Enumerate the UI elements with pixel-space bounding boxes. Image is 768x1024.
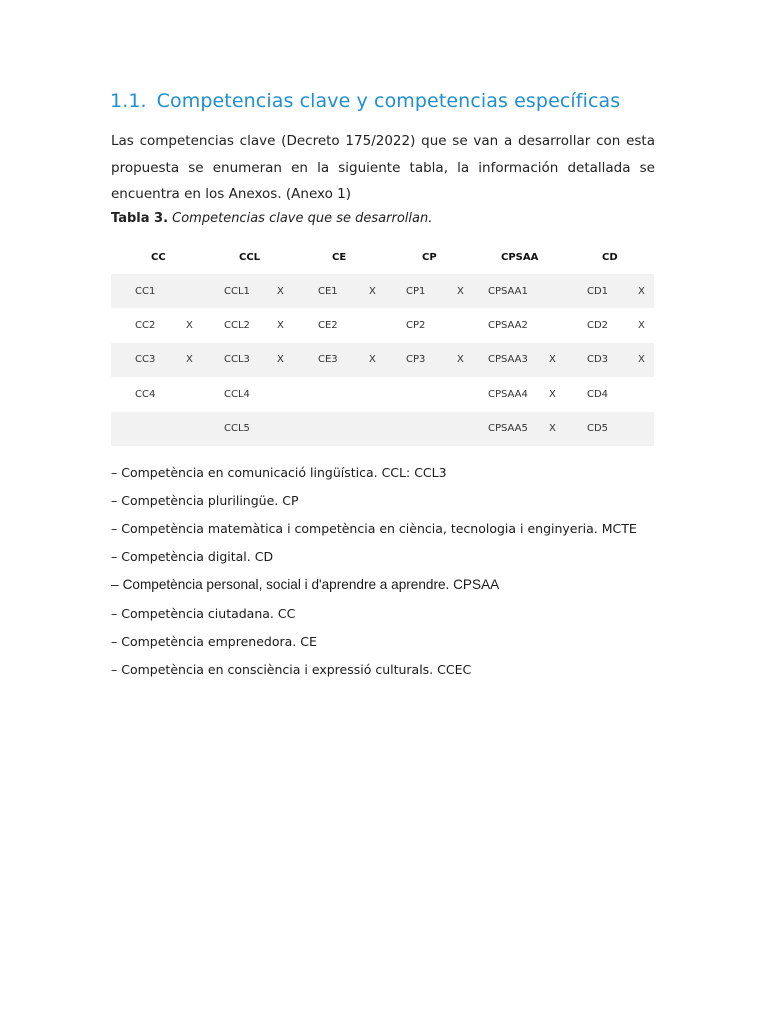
table-cell: X — [369, 354, 376, 366]
header-cc: CC — [151, 251, 166, 263]
table-cell: X — [186, 320, 193, 332]
header-cpsaa: CPSAA — [501, 251, 539, 263]
table-cell: CCL2 — [224, 320, 250, 332]
list-item — [111, 571, 637, 599]
table-cell: X — [277, 320, 284, 332]
list-dash: – — [111, 520, 118, 536]
table-cell: CPSAA3 — [488, 354, 528, 366]
list-dash: – — [111, 577, 119, 593]
table-cell: CP2 — [406, 320, 426, 332]
table-cell: X — [549, 423, 556, 435]
table-cell: CPSAA5 — [488, 423, 528, 435]
list-item-text: Competència personal, social i d'aprendre a aprendre. CPSAA — [122, 577, 500, 593]
section-heading — [110, 90, 620, 112]
competencies-table — [111, 240, 654, 446]
table-cell: CPSAA1 — [488, 285, 528, 297]
section-title: Competencias clave y competencias específicas — [156, 90, 621, 112]
table-cell: X — [638, 285, 645, 297]
list-item-text: Competència digital. CD — [121, 549, 274, 565]
intro-paragraph: Las competencias clave (Decreto 175/2022) que se van a desarrollar con esta propuesta se enumeran en la siguiente tabla, la información detallada se encuentra en los Anexos. (Anexo 1) — [111, 133, 655, 202]
table-cell: X — [457, 285, 464, 297]
table-cell: CP3 — [406, 354, 426, 366]
table-cell: CCL3 — [224, 354, 250, 366]
list-item — [111, 543, 637, 571]
list-item-text: Competència ciutadana. CC — [121, 605, 296, 621]
table-cell: CD3 — [587, 354, 609, 366]
list-dash: – — [111, 605, 118, 621]
table-cell: CC1 — [135, 285, 156, 297]
table-cell: CCL1 — [224, 285, 250, 297]
list-dash: – — [111, 633, 118, 649]
table-cell: X — [186, 354, 193, 366]
table-cell: CP1 — [406, 285, 426, 297]
table-cell: X — [457, 354, 464, 366]
list-item — [111, 486, 637, 514]
table-cell: CD5 — [587, 423, 609, 435]
table-cell: CD4 — [587, 388, 609, 400]
table-cell: CC3 — [135, 354, 156, 366]
table-caption — [111, 211, 432, 226]
table-cell: CD2 — [587, 320, 609, 332]
header-cd: CD — [602, 251, 618, 263]
table-cell: CE3 — [318, 354, 338, 366]
list-item — [111, 627, 637, 655]
table-row — [111, 377, 654, 411]
list-dash: – — [111, 464, 118, 480]
list-item-text: Competència plurilingüe. CP — [121, 492, 299, 508]
table-cell: X — [277, 285, 284, 297]
table-cell: X — [277, 354, 284, 366]
table-header-row — [111, 240, 654, 274]
list-dash: – — [111, 549, 118, 565]
list-item-text: Competència en comunicació lingüística. CCL: CCL3 — [121, 464, 447, 480]
table-cell: CD1 — [587, 285, 609, 297]
table-cell: CE2 — [318, 320, 338, 332]
list-item-text: Competència matemàtica i competència en ciència, tecnologia i enginyeria. MCTE — [121, 520, 637, 536]
list-item — [111, 599, 637, 627]
list-item — [111, 458, 637, 486]
list-item-text: Competència emprenedora. CE — [121, 633, 317, 649]
header-ce: CE — [332, 251, 347, 263]
caption-label: Tabla 3. — [111, 211, 169, 226]
table-row — [111, 412, 654, 446]
table-cell: CPSAA4 — [488, 388, 528, 400]
list-item — [111, 655, 637, 683]
table-cell: X — [369, 285, 376, 297]
table-cell: X — [638, 354, 645, 366]
table-row — [111, 274, 654, 308]
header-cp: CP — [422, 251, 437, 263]
table-cell: CE1 — [318, 285, 338, 297]
table-cell: X — [549, 354, 556, 366]
header-ccl: CCL — [239, 251, 261, 263]
section-number: 1.1. — [110, 90, 147, 112]
table-row — [111, 308, 654, 342]
competencies-list — [111, 458, 637, 684]
table-cell: CCL4 — [224, 388, 250, 400]
table-cell: CC2 — [135, 320, 156, 332]
table-row — [111, 343, 654, 377]
table-cell: X — [549, 388, 556, 400]
list-item — [111, 514, 637, 542]
table-cell: X — [638, 320, 645, 332]
table-cell: CCL5 — [224, 423, 250, 435]
list-item-text: Competència en consciència i expressió culturals. CCEC — [121, 661, 472, 677]
list-dash: – — [111, 492, 118, 508]
caption-text: Competencias clave que se desarrollan. — [172, 211, 433, 226]
table-cell: CPSAA2 — [488, 320, 528, 332]
table-cell: CC4 — [135, 388, 156, 400]
list-dash: – — [111, 661, 118, 677]
